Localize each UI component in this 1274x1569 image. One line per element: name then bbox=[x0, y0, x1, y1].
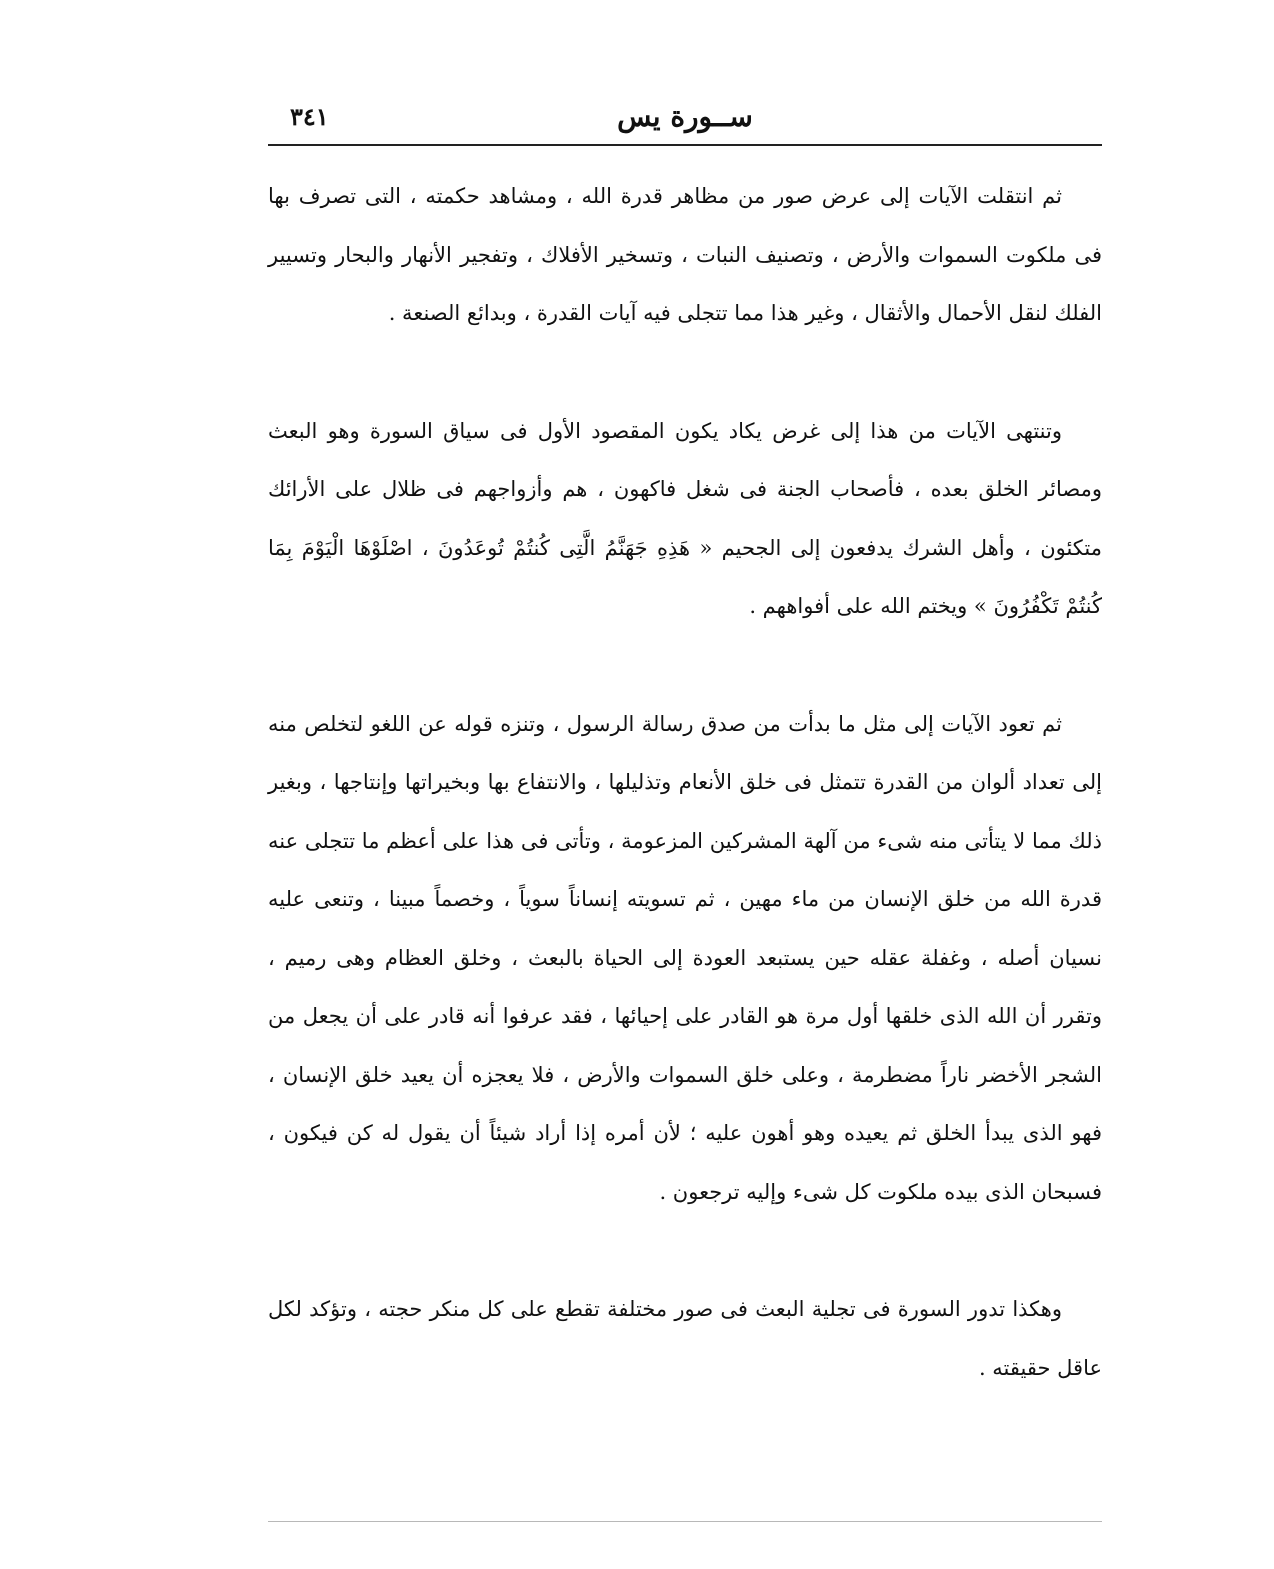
paragraph-text: ثم انتقلت الآيات إلى عرض صور من مظاهر قدرة الله ، ومشاهد حكمته ، التى تصرف بها فى ملكوت السموات والأرض ، وتصنيف النبات ، وتسخير الأفلاك ، وتفجير الأنهار والبحار وتسيير الفلك لنقل الأحمال والأثقال ، وغير هذا مما تتجلى فيه آيات القدرة ، وبدائع الصنعة . bbox=[268, 184, 1102, 325]
paragraph-text: وهكذا تدور السورة فى تجلية البعث فى صور مختلفة تقطع على كل منكر حجته ، وتؤكد لكل عاقل حقيقته . bbox=[268, 1297, 1102, 1380]
paragraph bbox=[268, 1280, 1102, 1397]
footer-rule bbox=[268, 1521, 1102, 1522]
page-number: ٣٤١ bbox=[290, 102, 329, 131]
body-text bbox=[268, 167, 1102, 1397]
paragraph bbox=[268, 167, 1102, 343]
page-title: ســورة يس bbox=[617, 100, 753, 133]
paragraph bbox=[268, 695, 1102, 1222]
paragraph-text: ثم تعود الآيات إلى مثل ما بدأت من صدق رسالة الرسول ، وتنزه قوله عن اللغو لتخلص منه إلى تعداد ألوان من القدرة تتمثل فى خلق الأنعام وتذليلها ، والانتفاع بها وبخيراتها وإنتاجها ، وبغير ذلك مما لا يتأتى منه شىء من آلهة المشركين المزعومة ، وتأتى فى هذا على أعظم ما تتجلى عنه قدرة الله من خلق الإنسان من ماء مهين ، ثم تسويته إنساناً سوياً ، وخصماً مبينا ، وتنعى عليه نسيان أصله ، وغفلة عقله حين يستبعد العودة إلى الحياة بالبعث ، وخلق العظام وهى رميم ، وتقرر أن الله الذى خلقها أول مرة هو القادر على إحيائها ، فقد عرفوا أنه قادر على أن يجعل من الشجر الأخضر ناراً مضطرمة ، وعلى خلق السموات والأرض ، فلا يعجزه أن يعيد خلق الإنسان ، فهو الذى يبدأ الخلق ثم يعيده وهو أهون عليه ؛ لأن أمره إذا أراد شيئاً أن يقول له كن فيكون ، فسبحان الذى بيده ملكوت كل شىء وإليه ترجعون . bbox=[268, 711, 1102, 1204]
paragraph-text: وتنتهى الآيات من هذا إلى غرض يكاد يكون المقصود الأول فى سياق السورة وهو البعث ومصائر الخلق بعده ، فأصحاب الجنة فى شغل فاكهون ، هم وأزواجهم فى ظلال على الأرائك متكئون ، وأهل الشرك يدفعون إلى الجحيم « هَذِهِ جَهَنَّمُ الَّتِى كُنتُمْ تُوعَدُونَ ، اصْلَوْهَا الْيَوْمَ بِمَا كُنتُمْ تَكْفُرُونَ » ويختم الله على أفواههم . bbox=[268, 418, 1102, 618]
paragraph bbox=[268, 402, 1102, 636]
page-header bbox=[268, 100, 1102, 144]
header-rule bbox=[268, 144, 1102, 146]
